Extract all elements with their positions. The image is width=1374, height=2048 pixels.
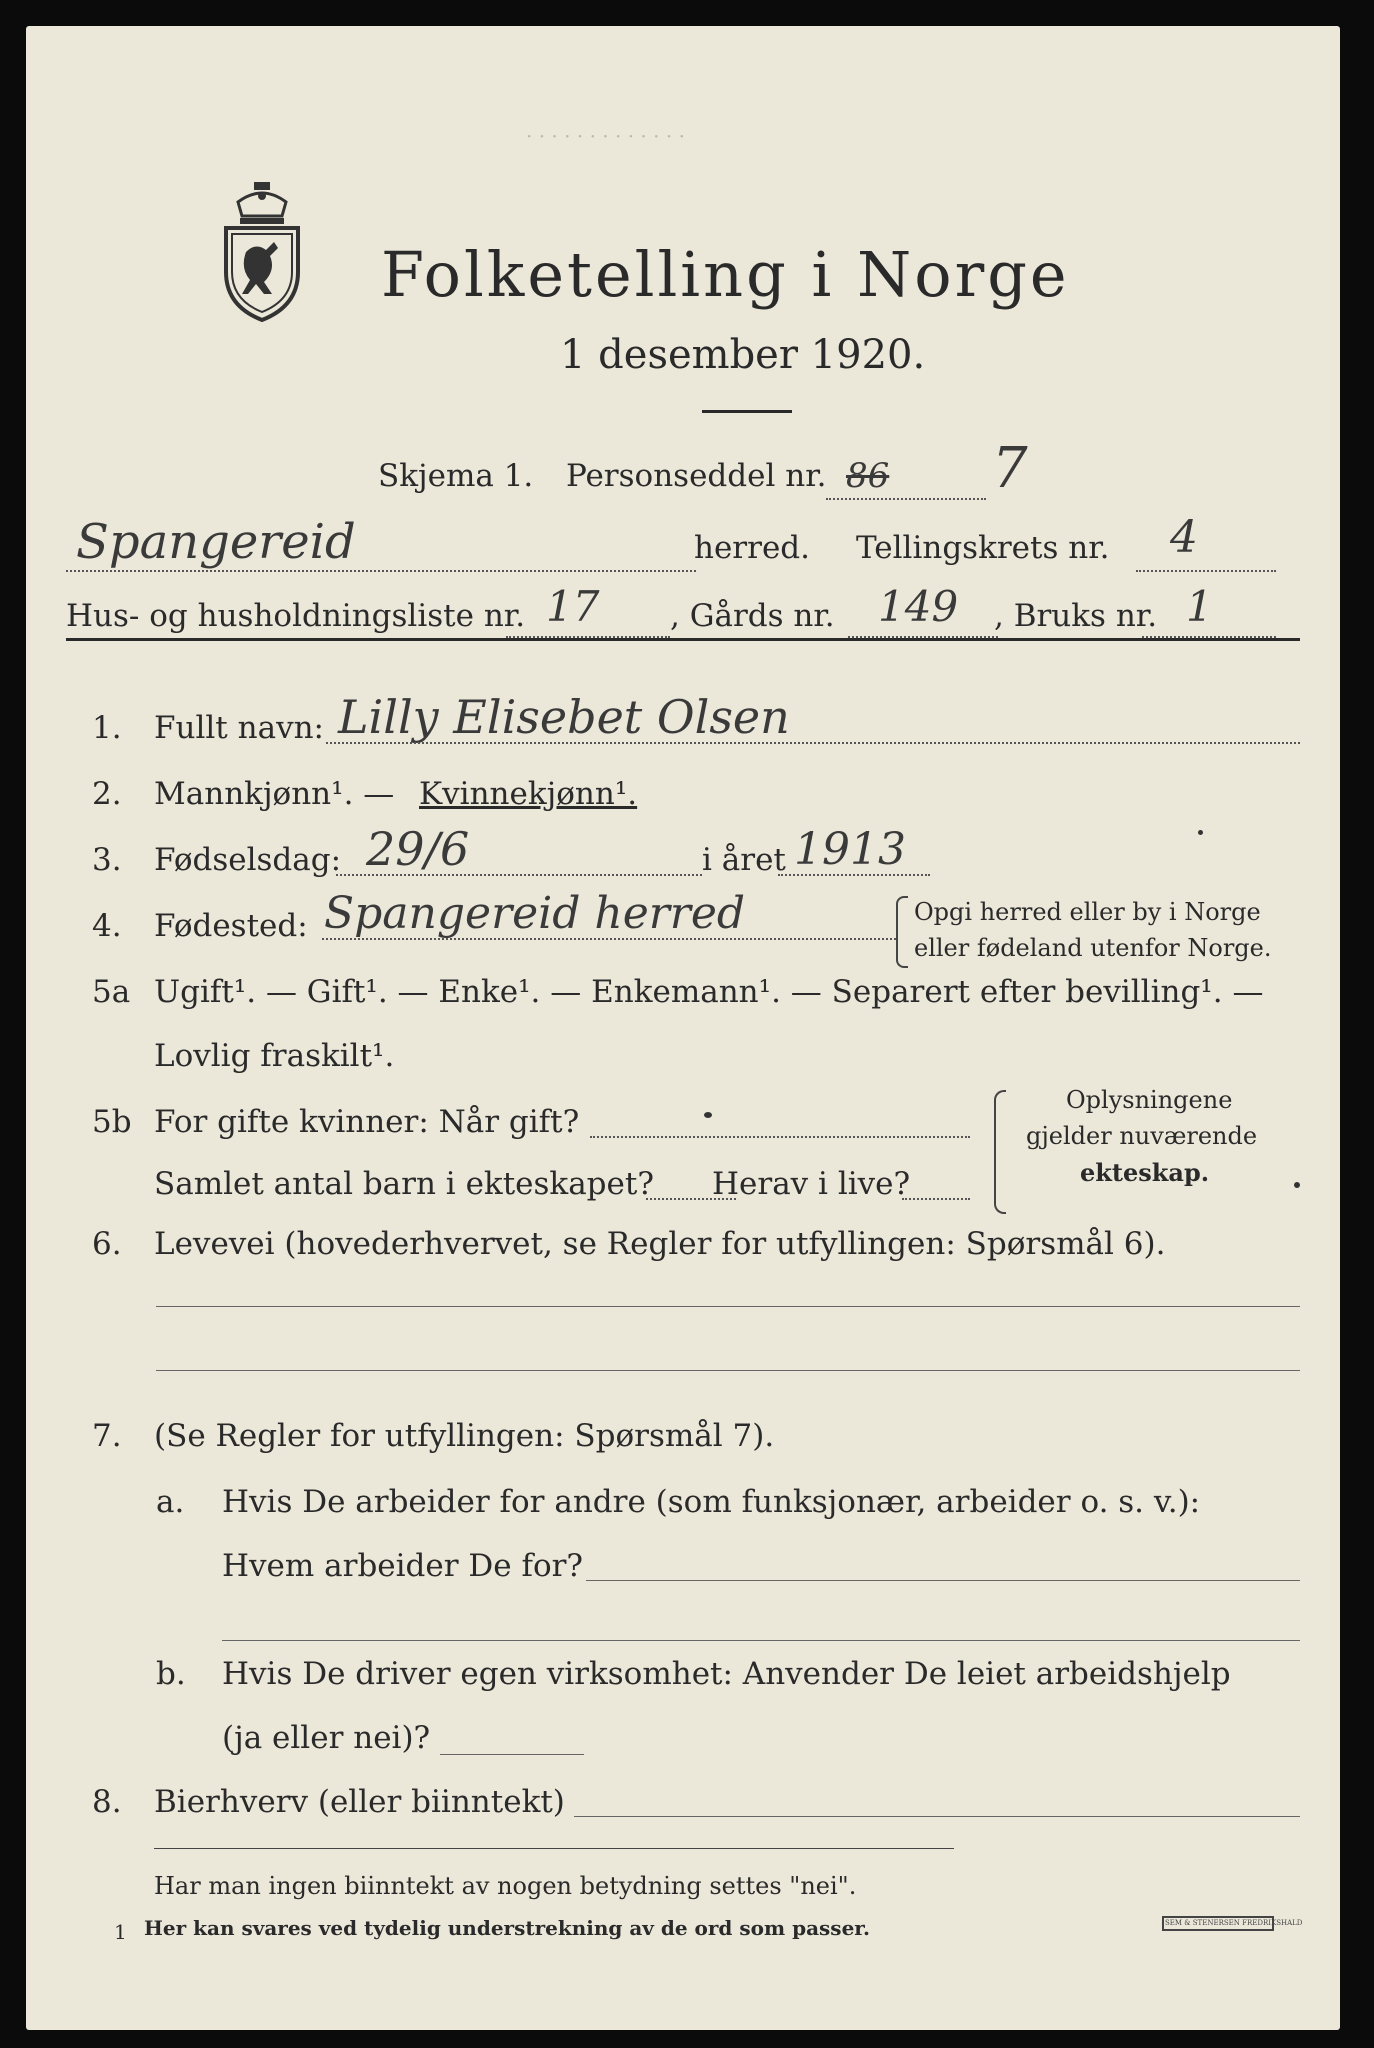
census-date: 1 desember 1920. (560, 332, 926, 378)
q6-answer-line-1 (156, 1306, 1300, 1307)
q7b-line2: (ja eller nei)? (222, 1720, 431, 1756)
birthday-value: 29/6 (366, 822, 470, 876)
q5b-line1: For gifte kvinner: Når gift? (154, 1104, 580, 1140)
q4-label: Fødested: (154, 908, 308, 944)
personseddel-struck-value: 86 (846, 456, 890, 496)
q8-number: 8. (92, 1784, 122, 1820)
q5b-line2a: Samlet antal barn i ekteskapet? (154, 1166, 654, 1202)
personseddel-label: Personseddel nr. (566, 458, 827, 494)
herred-value: Spangereid (76, 514, 356, 570)
footer-rule (154, 1848, 954, 1849)
header-rule (66, 638, 1300, 641)
q8-answer-line (574, 1816, 1300, 1817)
skjema-label: Skjema 1. (378, 458, 534, 494)
personseddel-dotted-line (826, 498, 986, 500)
q5b-note1: Oplysningene (1066, 1086, 1233, 1114)
footer-note: Har man ingen biinntekt av nogen betydning settes "nei". (154, 1872, 857, 1900)
q4-brace (896, 896, 908, 968)
q5b-note2: gjelder nuværende (1026, 1122, 1258, 1150)
q5b-note3: ekteskap. (1080, 1158, 1210, 1187)
q5b-line2b: Herav i live? (712, 1166, 911, 1202)
q4-note-line1: Opgi herred eller by i Norge (914, 898, 1261, 926)
ink-dot (1294, 1182, 1300, 1188)
birth-year-value: 1913 (794, 824, 906, 875)
bruks-value: 1 (1186, 582, 1213, 631)
q7a-line1: Hvis De arbeider for andre (som funksjonær, arbeider o. s. v.): (222, 1484, 1201, 1520)
ink-dot (1198, 830, 1203, 835)
birthplace-value: Spangereid herred (324, 888, 746, 939)
tellingskrets-value: 4 (1170, 512, 1198, 563)
q8-label: Bierhverv (eller biinntekt) (154, 1784, 565, 1820)
printer-stamp: SEM & STENERSEN FREDRIKSHALD (1162, 1916, 1274, 1931)
footnote-text: Her kan svares ved tydelig understrekning av de ord som passer. (144, 1916, 870, 1940)
q7a-answer-line-1 (586, 1580, 1300, 1581)
herred-label: herred. (694, 530, 810, 566)
personseddel-value: 7 (992, 436, 1028, 501)
q7b-answer-line (440, 1754, 584, 1755)
q5a-number: 5a (92, 974, 131, 1010)
q7b-line1: Hvis De driver egen virksomhet: Anvender De leiet arbeidshjelp (222, 1656, 1231, 1692)
q2-kvinne-label: Kvinnekjønn¹. (419, 776, 638, 812)
q3-label: Fødselsdag: (154, 842, 342, 878)
norwegian-coat-of-arms-icon (216, 174, 308, 324)
q3-number: 3. (92, 842, 122, 878)
q1-label: Fullt navn: (154, 710, 324, 746)
q6-number: 6. (92, 1226, 122, 1262)
q5b-married-dotted-line (590, 1136, 970, 1138)
tellingskrets-label: Tellingskrets nr. (856, 530, 1110, 566)
q4-number: 4. (92, 908, 122, 944)
tellingskrets-dotted-line (1136, 570, 1276, 572)
q1-dotted-line (326, 742, 1300, 744)
q3-year-label: i året (702, 842, 786, 878)
q7a-letter: a. (156, 1484, 185, 1520)
q7-label: (Se Regler for utfyllingen: Spørsmål 7). (154, 1418, 775, 1454)
footnote-mark: 1 (114, 1920, 127, 1944)
form-title: Folketelling i Norge (381, 238, 1070, 311)
bleed-through-text: · · · · · · · · · · · · · (526, 124, 685, 148)
q7b-letter: b. (156, 1656, 186, 1692)
q3-dotted-line (336, 874, 702, 876)
q3-year-dotted-line (778, 874, 930, 876)
q5a-line1: Ugift¹. — Gift¹. — Enke¹. — Enkemann¹. — Separert efter bevilling¹. — (154, 974, 1264, 1010)
full-name-value: Lilly Elisebet Olsen (338, 690, 790, 744)
q6-answer-line-2 (156, 1370, 1300, 1371)
q6-label: Levevei (hovederhvervet, se Regler for utfyllingen: Spørsmål 6). (154, 1226, 1166, 1262)
gards-label: , Gårds nr. (670, 598, 835, 634)
hus-value: 17 (546, 582, 600, 631)
q4-note-line2: eller fødeland utenfor Norge. (914, 934, 1272, 962)
q2-mann-label: Mannkjønn¹. — (154, 776, 395, 812)
q5b-brace (994, 1090, 1006, 1214)
q7a-line2: Hvem arbeider De for? (222, 1548, 584, 1584)
herred-dotted-line (66, 570, 696, 572)
bruks-label: , Bruks nr. (994, 598, 1158, 634)
q5a-line2: Lovlig fraskilt¹. (154, 1038, 395, 1074)
q4-dotted-line (322, 938, 896, 940)
q7-number: 7. (92, 1418, 122, 1454)
hus-label: Hus- og husholdningsliste nr. (66, 598, 526, 634)
q5b-alive-dotted-line (902, 1198, 970, 1200)
q5b-number: 5b (92, 1104, 132, 1140)
ink-dot (704, 1112, 712, 1118)
gards-value: 149 (878, 582, 959, 631)
q2-number: 2. (92, 776, 122, 812)
title-divider (702, 410, 792, 413)
census-form (26, 26, 1340, 2030)
q7a-answer-line-2 (222, 1640, 1300, 1641)
q1-number: 1. (92, 710, 122, 746)
